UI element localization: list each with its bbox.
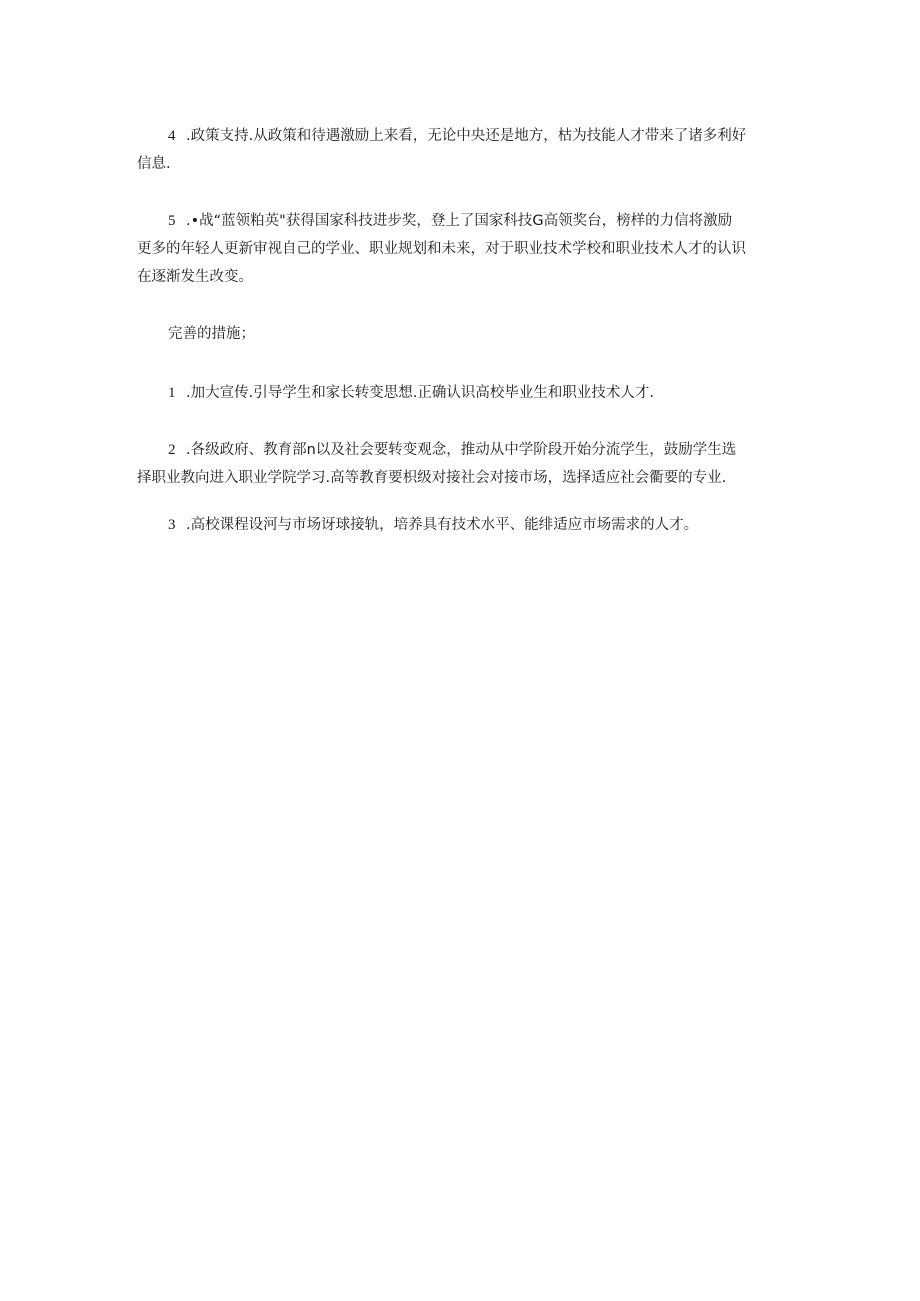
heading-text: 完善的措施； [168,326,255,342]
paragraph-line [137,320,787,348]
list-number: 1 [168,385,176,401]
list-number: 5 [168,213,176,229]
paragraph-2 [137,436,787,492]
paragraph-3 [137,511,787,539]
paragraph-text: .各级政府、教育部n以及社会要转变观念，推动从中学阶段开始分流学生，鼓励学生选 [186,442,737,458]
paragraph-line [137,511,787,539]
paragraph-4 [137,122,787,178]
paragraph-text: .•战“蓝领粕英"获得国家科技进步奖，登上了国家科技G高领奖台，榜样的力信将激励 [186,213,733,229]
paragraph-text: .高校课程设河与市场讶球接轨，培养具有技术水平、能绯适应市场需求的人才。 [186,517,699,533]
paragraph-5 [137,207,787,291]
paragraph-line [137,379,787,407]
paragraph-line [137,436,787,464]
paragraph-line: 择职业教向进入职业学院学习.高等教育要枳级对接社会对接市场，选择适应社会衢要的专业. [137,470,727,486]
paragraph-text: .加大宣传.引导学生和家长转变思想.正确认识高校毕业生和职业技术人才. [186,385,654,401]
measures-heading [137,320,787,348]
paragraph-line: 更多的年轻人更新审视自己的学业、职业规划和未来，对于职业技术学校和职业技术人才的认识 [137,241,746,257]
paragraph-line [137,122,787,150]
paragraph-text: .政策支持.从政策和待遇激励上来看，无论中央还是地方，枯为技能人才带来了诸多利好 [186,128,747,144]
paragraph-line: 在逐渐发生改变。 [137,269,253,285]
paragraph-line [137,207,787,235]
list-number: 4 [168,128,176,144]
list-number: 2 [168,442,176,458]
list-number: 3 [168,517,176,533]
paragraph-1 [137,379,787,407]
paragraph-line: 信息. [137,156,171,172]
